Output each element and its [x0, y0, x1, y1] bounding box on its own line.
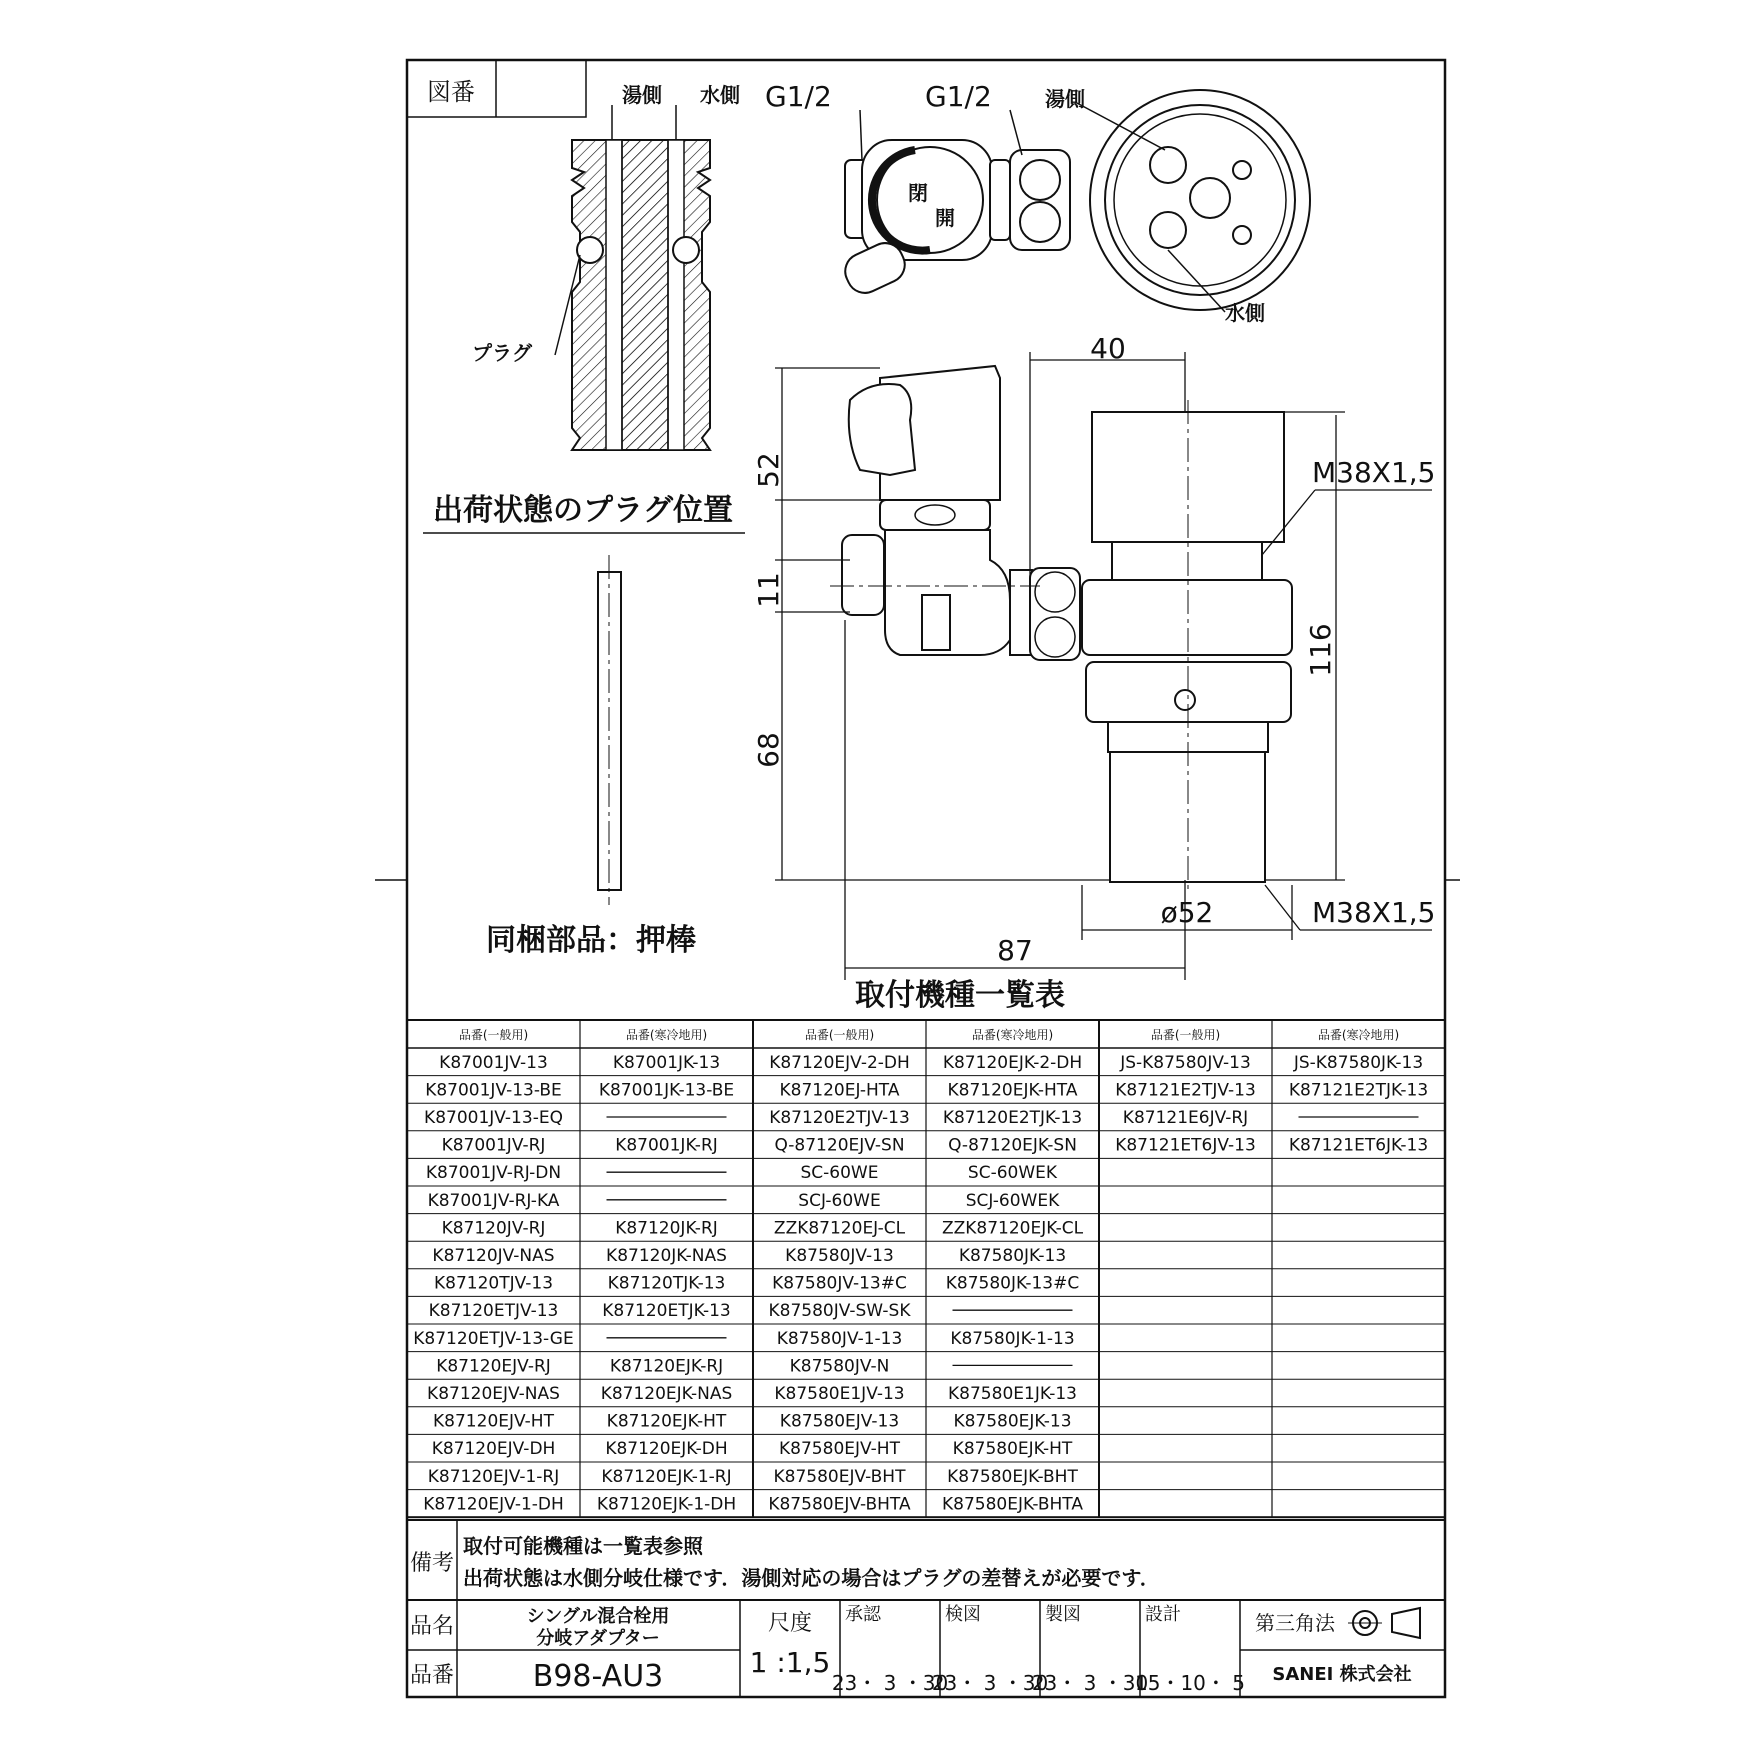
table-cell: K87580E1JV-13 [774, 1384, 905, 1404]
dim-116: 116 [1304, 623, 1337, 677]
scale-label: 尺度 [767, 1611, 813, 1636]
table-header-cell: 品番(一般用) [804, 1028, 875, 1042]
remark-line-1: 取付可能機種は一覧表参照 [463, 1534, 703, 1558]
table-cell: K87001JV-13 [439, 1052, 548, 1073]
thread-g2-label: G1/2 [925, 80, 992, 113]
table-cell: JS-K87580JK-13 [1293, 1052, 1424, 1073]
design-date: 15・10・ 5 [1135, 1671, 1245, 1695]
table-cell: K87001JV-RJ-DN [425, 1163, 562, 1184]
table-cell: SC-60WE [800, 1163, 879, 1184]
plug-label: プラグ [472, 341, 532, 365]
table-cell: K87001JV-13-BE [425, 1080, 562, 1101]
adapter-front-view [842, 366, 1292, 882]
table-cell: K87001JV-RJ-KA [427, 1190, 560, 1211]
table-cell: K87580EJV-BHTA [768, 1494, 911, 1515]
top-cold-label: 水側 [1225, 301, 1265, 325]
table-cell: ZZK87120EJK-CL [941, 1218, 1084, 1239]
table-header-cell: 品番(一般用) [1150, 1028, 1221, 1042]
table-cell: ZZK87120EJ-CL [773, 1218, 906, 1239]
draft-date: 23・ 3 ・30 [1031, 1671, 1149, 1695]
projection-label: 第三角法 [1255, 1611, 1335, 1635]
design-label: 設計 [1145, 1604, 1181, 1625]
name-label: 品名 [409, 1614, 455, 1639]
bundled-part-caption: 同梱部品：押棒 [486, 923, 696, 958]
dim-phi52: ø52 [1160, 896, 1214, 929]
product-name-line-1: シングル混合栓用 [526, 1606, 670, 1627]
table-cell: K87120EJ-HTA [779, 1080, 900, 1101]
table-cell: K87121E2TJV-13 [1115, 1080, 1256, 1101]
dim-52: 52 [752, 452, 785, 488]
table-cell: K87120EJV-HT [433, 1411, 554, 1432]
table-cell: K87120EJV-1-RJ [427, 1466, 560, 1487]
draft-label: 製図 [1045, 1604, 1081, 1625]
table-cell: K87120EJK-NAS [600, 1384, 733, 1404]
check-date: 23・ 3 ・30 [931, 1671, 1049, 1695]
table-cell: K87120EJK-1-RJ [601, 1466, 732, 1487]
table-cell: K87580EJV-HT [779, 1439, 900, 1460]
table-cell: Q-87120EJK-SN [948, 1135, 1077, 1156]
table-cell: K87121E2TJK-13 [1288, 1080, 1429, 1101]
dim-m38-top: M38X1,5 [1312, 456, 1436, 489]
drawing-number-box [407, 60, 586, 117]
table-cell: K87580JV-13#C [772, 1273, 907, 1294]
remarks-label: 備考 [409, 1551, 455, 1576]
part-number: B98-AU3 [532, 1659, 664, 1694]
table-cell: K87121ET6JK-13 [1288, 1135, 1429, 1156]
scale-value: 1 :1,5 [749, 1646, 831, 1679]
table-cell: K87580EJK-HT [952, 1439, 1073, 1460]
approval-date: 23・ 3 ・30 [831, 1671, 949, 1695]
table-cell: K87120EJK-1-DH [596, 1494, 737, 1515]
company-name: SANEI 株式会社 [1272, 1664, 1412, 1685]
table-cell: SCJ-60WEK [965, 1190, 1060, 1211]
table-cell: K87001JV-13-EQ [424, 1108, 563, 1128]
table-cell: K87001JV-RJ [441, 1135, 546, 1156]
cold-side-label: 水側 [700, 83, 740, 107]
table-cell: K87120EJK-RJ [609, 1356, 724, 1377]
table-cell: K87120EJV-RJ [436, 1356, 551, 1377]
table-header-cell: 品番(寒冷地用) [971, 1028, 1054, 1042]
part-no-label: 品番 [409, 1663, 455, 1688]
model-list-table [407, 1020, 1445, 1517]
table-cell: K87580JV-N [789, 1356, 890, 1377]
third-angle-projection-symbol [1348, 1608, 1420, 1638]
table-cell: K87120EJV-2-DH [769, 1052, 910, 1073]
table-cell: K87580EJK-13 [953, 1411, 1072, 1432]
table-cell: K87580JV-SW-SK [768, 1301, 911, 1322]
table-cell: K87120EJV-1-DH [423, 1494, 564, 1515]
top-hot-label: 湯側 [1045, 87, 1085, 111]
table-cell: K87120EJV-DH [431, 1439, 556, 1460]
approval-label: 承認 [845, 1604, 881, 1625]
drawing-number-label: 図番 [427, 78, 475, 106]
table-cell: K87120JK-NAS [606, 1246, 727, 1266]
table-cell: SCJ-60WE [798, 1190, 881, 1211]
table-cell: K87580JV-13 [785, 1246, 894, 1266]
table-cell: K87120EJK-HTA [947, 1080, 1078, 1101]
table-cell: K87120ETJK-13 [602, 1301, 731, 1322]
dim-11: 11 [752, 572, 785, 608]
hot-side-label: 湯側 [622, 83, 662, 107]
dim-68: 68 [752, 732, 785, 768]
table-cell: K87120JK-RJ [615, 1218, 718, 1239]
table-cell: K87120TJV-13 [433, 1273, 554, 1294]
table-cell: K87120JV-NAS [432, 1246, 555, 1266]
table-cell: JS-K87580JV-13 [1120, 1052, 1251, 1073]
table-cell: K87120ETJV-13 [428, 1301, 559, 1322]
table-cell: K87121ET6JV-13 [1115, 1135, 1256, 1156]
table-cell: K87580EJV-13 [779, 1411, 900, 1432]
table-header-cell: 品番(寒冷地用) [625, 1028, 708, 1042]
table-cell: K87001JK-13 [612, 1052, 721, 1073]
table-cell: K87580EJV-BHT [773, 1466, 906, 1487]
table-cell: K87120EJK-HT [606, 1411, 727, 1432]
table-cell: Q-87120EJV-SN [774, 1135, 905, 1156]
table-cell: K87120E2TJV-13 [769, 1108, 910, 1128]
table-cell: K87001JK-RJ [615, 1135, 718, 1156]
plug-section-view [555, 105, 710, 450]
dim-87: 87 [997, 934, 1033, 967]
table-cell: K87580JK-13 [958, 1246, 1067, 1266]
table-cell: K87120ETJV-13-GE [413, 1328, 574, 1349]
table-cell: K87120EJK-DH [605, 1439, 728, 1460]
table-cell: K87580JV-1-13 [776, 1328, 903, 1349]
table-cell: K87580E1JK-13 [948, 1384, 1077, 1404]
table-cell: K87120E2TJK-13 [942, 1108, 1083, 1128]
product-name-line-2: 分岐アダプター [536, 1628, 660, 1649]
table-cell: K87120TJK-13 [607, 1273, 726, 1294]
table-cell: K87120EJV-NAS [427, 1384, 560, 1404]
table-cell: K87120EJK-2-DH [942, 1052, 1083, 1073]
table-header-cell: 品番(一般用) [458, 1028, 529, 1042]
dim-m38-bottom: M38X1,5 [1312, 896, 1436, 929]
table-cell: K87120JV-RJ [441, 1218, 546, 1239]
table-title: 取付機種一覧表 [855, 978, 1065, 1013]
valve-label-a: 閉 [908, 181, 928, 205]
table-cell: K87580JK-1-13 [950, 1328, 1075, 1349]
table-cell: K87580EJK-BHTA [941, 1494, 1084, 1515]
table-header-cell: 品番(寒冷地用) [1317, 1028, 1400, 1042]
table-cell: K87580JK-13#C [945, 1273, 1080, 1294]
remarks-section [407, 1520, 1445, 1600]
plug-position-caption: 出荷状態のプラグ位置 [433, 493, 733, 528]
check-label: 検図 [945, 1604, 981, 1625]
table-cell: K87001JK-13-BE [598, 1080, 735, 1101]
remark-line-2: 出荷状態は水側分岐仕様です．湯側対応の場合はプラグの差替えが必要です． [463, 1566, 1160, 1590]
thread-g1-label: G1/2 [765, 80, 832, 113]
dim-40: 40 [1090, 332, 1126, 365]
table-cell: K87580EJK-BHT [947, 1466, 1078, 1487]
valve-label-b: 開 [935, 206, 955, 230]
table-cell: K87121E6JV-RJ [1122, 1108, 1249, 1128]
table-cell: SC-60WEK [967, 1163, 1058, 1184]
